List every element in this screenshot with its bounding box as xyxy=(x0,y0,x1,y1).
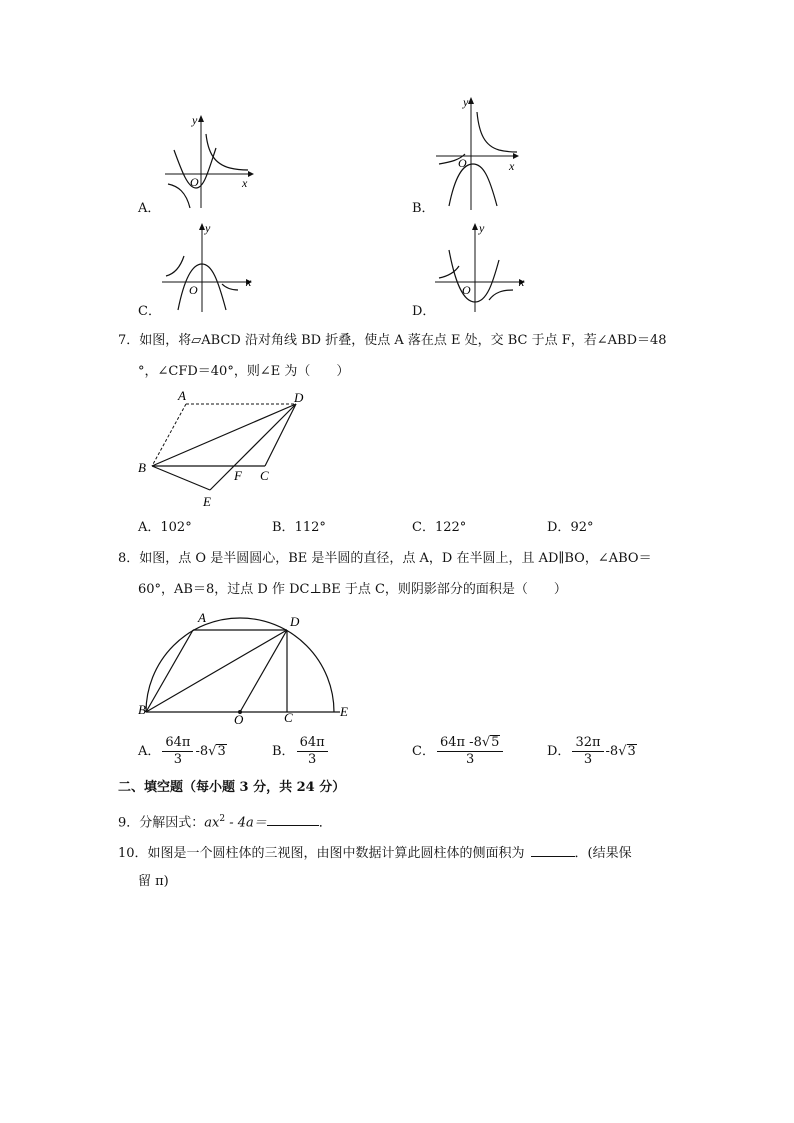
section2-title: 二、填空题（每小题 3 分，共 24 分） xyxy=(118,780,346,795)
q6-d-origin-label: O xyxy=(462,283,471,297)
q8-stem-line1: 8．如图，点 O 是半圆圆心，BE 是半圆的直径，点 A，D 在半圆上，且 AD∥BO，∠ABO＝ xyxy=(118,551,652,566)
q6-d-y-label: y xyxy=(479,221,485,235)
q6-a-x-label: x xyxy=(242,176,248,190)
q7-label-c: C xyxy=(260,468,269,483)
q8-option-c: C． $\frac{64\pi -8√5}{3}$ xyxy=(412,735,505,768)
q7-option-d: D．92° xyxy=(547,520,594,535)
q7-label-e: E xyxy=(203,494,211,509)
q6-a-y-label: y xyxy=(192,113,198,127)
q9-stem: 9．分解因式：$ax^2 - 4a=$ ． xyxy=(118,809,332,833)
q6-c-x-label: x xyxy=(246,275,252,289)
q7-option-a: A．102° xyxy=(138,520,192,535)
q7-stem-line1: 7．如图，将▱ABCD 沿对角线 BD 折叠，使点 A 落在点 E 处，交 BC 于点 F，若∠ABD＝48 xyxy=(118,333,667,348)
q8-label-c: C xyxy=(284,710,293,725)
q6-graph-c xyxy=(160,218,260,313)
q6-d-x-label: x xyxy=(519,275,525,289)
q6-a-origin-label: O xyxy=(190,175,199,189)
q8-label-o: O xyxy=(234,712,244,726)
q7-label-a: A xyxy=(178,388,186,403)
q7-label-f: F xyxy=(234,468,242,483)
q9-answer-blank[interactable] xyxy=(267,811,319,826)
q8-option-a: A． $\frac{64\pi}{3}$ -8√3 xyxy=(138,735,226,767)
q6-b-y-label: y xyxy=(463,95,469,109)
q8-option-d: D． $\frac{32\pi}{3}$ -8√3 xyxy=(547,735,636,767)
q10-answer-blank[interactable] xyxy=(531,842,575,857)
q6-b-x-label: x xyxy=(509,159,515,173)
q6-option-b-letter: B． xyxy=(412,201,435,216)
q6-b-origin-label: O xyxy=(458,156,467,170)
q8-option-b: B． $\frac{64\pi}{3}$ xyxy=(272,735,330,768)
q8-stem-line2: 60°，AB＝8，过点 D 作 DC⊥BE 于点 C，则阴影部分的面积是（ ） xyxy=(138,582,567,597)
q7-stem-line2: °，∠CFD＝40°，则∠E 为（ ） xyxy=(138,364,350,379)
q6-c-y-label: y xyxy=(205,221,211,235)
q10-stem-line1: 10．如图是一个圆柱体的三视图，由图中数据计算此圆柱体的侧面积为 ．(结果保 xyxy=(118,842,632,864)
q7-option-b: B．112° xyxy=(272,520,326,535)
q8-label-b: B xyxy=(138,702,146,717)
q7-label-d: D xyxy=(294,390,304,405)
q7-figure xyxy=(130,386,320,511)
q7-label-b: B xyxy=(138,460,146,475)
q8-label-d: D xyxy=(290,614,300,629)
q8-label-e: E xyxy=(340,704,348,719)
q8-label-a: A xyxy=(198,610,206,625)
q6-graph-d xyxy=(433,220,533,315)
q6-graph-b xyxy=(433,94,528,212)
q6-option-d-letter: D． xyxy=(412,304,436,319)
q8-figure xyxy=(134,606,359,726)
q7-option-c: C．122° xyxy=(412,520,467,535)
q6-graph-a xyxy=(160,112,255,212)
q6-c-origin-label: O xyxy=(189,283,198,297)
q10-stem-line2: 留 π) xyxy=(138,874,169,889)
q6-option-c-letter: C． xyxy=(138,304,161,319)
q6-option-a-letter: A． xyxy=(138,201,161,216)
